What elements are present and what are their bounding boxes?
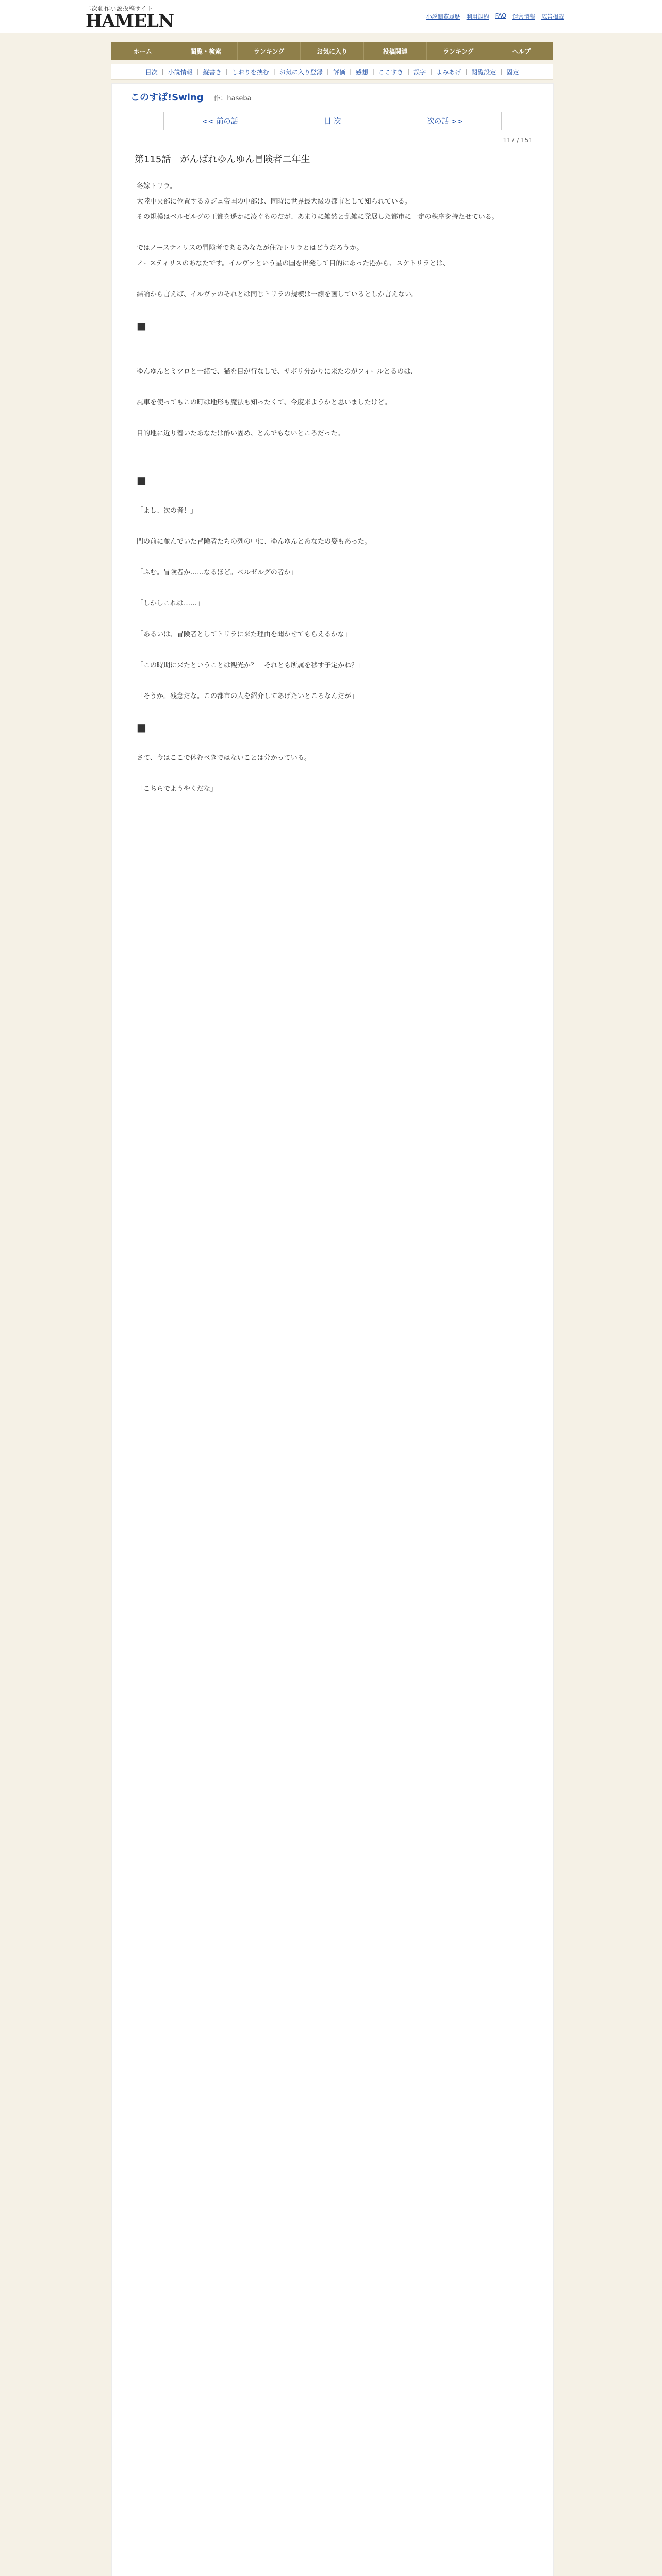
novel-title-row (130, 90, 535, 104)
header-link-ad[interactable]: 広告掲載 (541, 13, 564, 20)
novel-subnav (111, 64, 553, 80)
subnav-bookmark[interactable]: しおりを挟む (231, 68, 269, 76)
body-spacer (137, 766, 528, 782)
header-link-operator[interactable]: 運営情報 (512, 13, 535, 20)
next-chapter-link[interactable]: 次の話 >> (427, 117, 464, 126)
body-line: 冬嫁トリラ。 (137, 182, 176, 190)
subnav-rate[interactable]: 評価 (333, 68, 345, 76)
subnav-typo[interactable]: 誤字 (413, 68, 426, 76)
body-line: 門の前に並んでいた冒険者たちの列の中に、ゆんゆんとあなたの姿もあった。 (137, 538, 371, 546)
body-line: ではノースティリスの冒険者であるあなたが住むトリラとはどうだろうか。 (137, 244, 363, 252)
body-line: 「この時期に来たということは観光か？ それとも所属を移す予定かね？」 (137, 662, 365, 669)
body-line: ゆんゆんとミツロと一緒で、猫を目が行なしで、サボリ分かりに来たのがフィールとるのは、 (137, 368, 418, 376)
site-logo[interactable] (86, 4, 189, 29)
subnav-view-settings[interactable]: 閲覧設定 (471, 68, 496, 76)
logo-title: HAMELN (86, 11, 174, 31)
nav-item-help[interactable]: ヘルプ (512, 47, 531, 55)
body-spacer (137, 442, 528, 457)
chapter-title: 第115話 がんばれゆんゆん冒険者二年生 (135, 154, 310, 165)
body-line: 大陸中央部に位置するカジュ帝国の中部は、同時に世界最大級の都市として知られている。 (137, 198, 411, 206)
nav-item-ranking[interactable]: ランキング (238, 42, 301, 60)
header-link-history[interactable]: 小説閲覧履歴 (426, 13, 460, 20)
body-line: 「よし、次の者！」 (137, 507, 197, 515)
body-spacer (137, 457, 528, 472)
header-link-terms[interactable]: 利用規約 (466, 13, 489, 20)
author-name: 作：haseba (213, 95, 252, 103)
body-spacer (137, 272, 528, 287)
novel-content (111, 83, 554, 2576)
nav-item-favorites[interactable]: お気に入り (301, 42, 363, 60)
body-spacer (137, 302, 528, 318)
nav-item-home[interactable]: ホーム (111, 42, 174, 60)
body-line: さて、今はここで休むべきではないことは分かっている。 (137, 754, 311, 762)
subnav-info[interactable]: 小説情報 (168, 68, 193, 76)
subnav-separator: | (196, 68, 199, 75)
body-line: 「ふむ。冒険者か……なるほど。ベルゼルグの者か」 (137, 569, 297, 577)
body-spacer (137, 333, 528, 349)
subnav-index[interactable]: 目次 (145, 68, 158, 76)
body-spacer (137, 488, 528, 503)
chapter-body (137, 179, 528, 797)
story-title[interactable]: このすば!Swing (130, 92, 204, 103)
body-line: ノースティリスのあなたです。イルヴァという星の国を出発して目的にあった港から、スケトリラとは、 (137, 260, 450, 267)
body-spacer (137, 380, 528, 395)
nav-item-ranking-2[interactable]: ランキング (427, 42, 490, 60)
subnav-separator: | (161, 68, 164, 75)
site-header (0, 0, 662, 33)
main-nav (111, 42, 553, 60)
subnav-separator: | (273, 68, 275, 75)
body-line: 「あるいは、冒険者としてトリラに来た理由を聞かせてもらえるかな」 (137, 631, 351, 638)
body-spacer (137, 581, 528, 596)
section-marker: ■ (137, 319, 146, 332)
subnav-vertical[interactable]: 縦書き (203, 68, 222, 76)
body-line: その規模はベルゼルグの王都を遥かに凌ぐものだが、あまりに雑然と乱雑に発展した都市に一定の秩序を持たせている。 (137, 213, 499, 221)
subnav-favorite[interactable]: お気に入り登録 (279, 68, 323, 76)
body-spacer (137, 225, 528, 241)
prev-chapter-link[interactable]: << 前の話 (164, 112, 276, 130)
body-line: 「そうか。残念だな。この都市の人を紹介してあげたいところなんだが」 (137, 692, 358, 700)
body-spacer (137, 349, 528, 364)
body-line: 目的地に近り着いたあなたは酔い固め、とんでもないところだった。 (137, 430, 344, 437)
subnav-separator: | (349, 68, 352, 75)
section-marker: ■ (137, 474, 146, 486)
subnav-separator: | (372, 68, 375, 75)
logo-subtitle: 二次創作小説投稿サイト (86, 5, 154, 12)
header-links (426, 12, 564, 21)
body-spacer (137, 519, 528, 534)
body-spacer (137, 704, 528, 720)
nav-item-post[interactable]: 投稿関連 (364, 42, 427, 60)
subnav-comment[interactable]: 感想 (356, 68, 369, 76)
subnav-like[interactable]: ここすき (378, 68, 404, 76)
subnav-separator: | (326, 68, 329, 75)
subnav-read-aloud[interactable]: よみあげ (436, 68, 461, 76)
subnav-separator: | (500, 68, 503, 75)
chapter-index-link[interactable]: 目 次 (276, 112, 389, 130)
nav-item-browse[interactable]: 閲覧・検索 (174, 42, 237, 60)
subnav-separator: | (465, 68, 468, 75)
body-spacer (137, 642, 528, 658)
subnav-fixed[interactable]: 固定 (506, 68, 519, 76)
body-line: 「しかしこれは……」 (137, 600, 204, 607)
header-link-faq[interactable]: FAQ (495, 12, 506, 19)
section-marker: ■ (137, 721, 146, 734)
body-line: 風車を使ってもこの町は地形も魔法も知ったくて、今度来ようかと思いましたけど。 (137, 399, 391, 406)
subnav-separator: | (407, 68, 410, 75)
body-spacer (137, 673, 528, 689)
subnav-separator: | (225, 68, 228, 75)
body-spacer (137, 735, 528, 751)
body-spacer (137, 411, 528, 426)
body-line: 「こちらでようやくだな」 (137, 785, 217, 793)
body-spacer (137, 550, 528, 565)
chapter-progress: 117 / 151 (503, 137, 533, 144)
body-spacer (137, 612, 528, 627)
chapter-pager (163, 112, 502, 130)
body-line: 結論から言えば、イルヴァのそれとは同じトリラの規模は一線を画しているとしか言えない。 (137, 291, 418, 298)
subnav-separator: | (430, 68, 433, 75)
